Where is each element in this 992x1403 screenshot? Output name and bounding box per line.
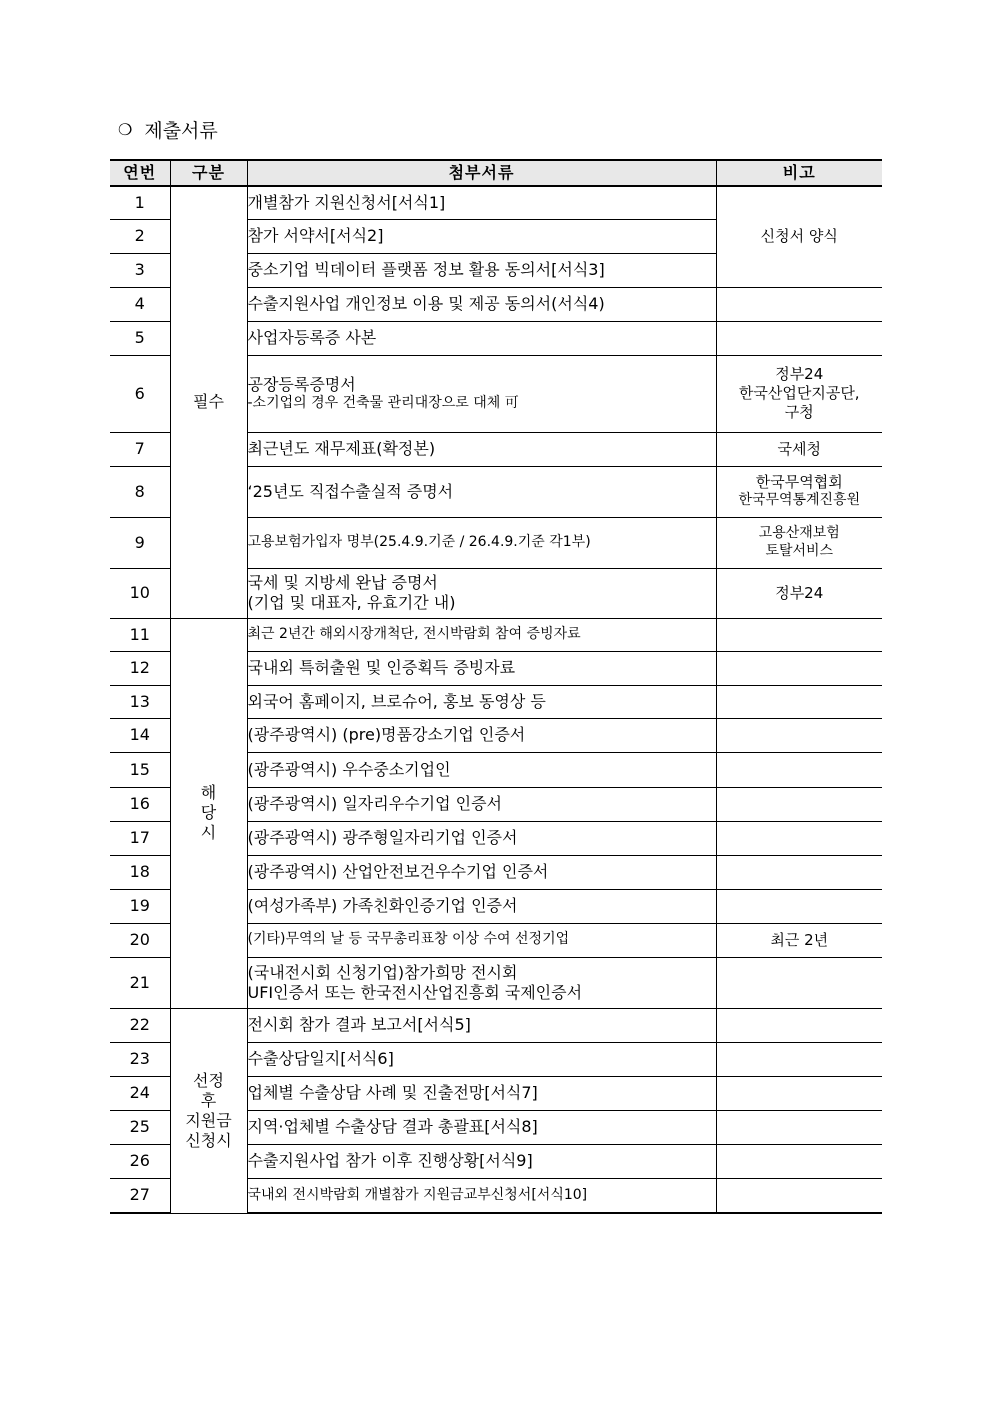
category-applicable: 해 당 시 (170, 618, 247, 1008)
document-name: 국내외 전시박람회 개별참가 지원금교부신청서[서식10] (247, 1178, 716, 1213)
note-empty (716, 889, 882, 923)
table-row (110, 618, 882, 651)
note-empty (716, 1008, 882, 1042)
row-number: 13 (110, 685, 170, 718)
documents-table (110, 159, 882, 1214)
row-number: 27 (110, 1178, 170, 1213)
document-name: 최근년도 재무제표(확정본) (247, 432, 716, 466)
category-required: 필수 (170, 186, 247, 618)
row-number: 10 (110, 568, 170, 618)
document-name: 수출지원사업 개인정보 이용 및 제공 동의서(서식4) (247, 287, 716, 321)
table-header-row (110, 160, 882, 186)
row-number: 21 (110, 957, 170, 1008)
row-number: 3 (110, 253, 170, 287)
document-name: 공장등록증명서 -소기업의 경우 건축물 관리대장으로 대체 可 (247, 355, 716, 432)
note-empty (716, 1144, 882, 1178)
note-kita: 한국무역협회 한국무역통계진흥원 (716, 466, 882, 517)
header-note: 비고 (716, 160, 882, 186)
row-number: 20 (110, 923, 170, 957)
row-number: 5 (110, 321, 170, 355)
row-number: 15 (110, 752, 170, 787)
document-name: ‘25년도 직접수출실적 증명서 (247, 466, 716, 517)
header-documents: 첨부서류 (247, 160, 716, 186)
note-empty (716, 855, 882, 889)
row-number: 18 (110, 855, 170, 889)
row-number: 7 (110, 432, 170, 466)
note-empty (716, 321, 882, 355)
row-number: 25 (110, 1110, 170, 1144)
row-number: 26 (110, 1144, 170, 1178)
note-empty (716, 618, 882, 651)
note-tax-office: 국세청 (716, 432, 882, 466)
table-row (110, 186, 882, 219)
note-empty (716, 957, 882, 1008)
note-empty (716, 718, 882, 752)
note-gov24: 정부24 (716, 568, 882, 618)
section-title: 제출서류 (144, 120, 218, 142)
row-number: 11 (110, 618, 170, 651)
row-number: 6 (110, 355, 170, 432)
document-name: (광주광역시) 우수중소기업인 (247, 752, 716, 787)
document-name: (국내전시회 신청기업)참가희망 전시회 UFI인증서 또는 한국전시산업진흥회 국제인증서 (247, 957, 716, 1008)
document-name: (광주광역시) 광주형일자리기업 인증서 (247, 821, 716, 855)
note-empty (716, 685, 882, 718)
document-name: 중소기업 빅데이터 플랫폼 정보 활용 동의서[서식3] (247, 253, 716, 287)
section-heading (118, 116, 218, 143)
table-row (110, 1008, 882, 1042)
document-name: 사업자등록증 사본 (247, 321, 716, 355)
document-name: (광주광역시) 일자리우수기업 인증서 (247, 787, 716, 821)
document-name: (광주광역시) (pre)명품강소기업 인증서 (247, 718, 716, 752)
document-name: 수출상담일지[서식6] (247, 1042, 716, 1076)
document-name: 지역·업체별 수출상담 결과 총괄표[서식8] (247, 1110, 716, 1144)
row-number: 23 (110, 1042, 170, 1076)
document-name: 업체별 수출상담 사례 및 진출전망[서식7] (247, 1076, 716, 1110)
document-name: 수출지원사업 참가 이후 진행상황[서식9] (247, 1144, 716, 1178)
row-number: 8 (110, 466, 170, 517)
note-insurance: 고용산재보험 토탈서비스 (716, 517, 882, 568)
row-number: 22 (110, 1008, 170, 1042)
note-gov24-factory: 정부24 한국산업단지공단, 구청 (716, 355, 882, 432)
row-number: 24 (110, 1076, 170, 1110)
row-number: 19 (110, 889, 170, 923)
row-number: 2 (110, 219, 170, 253)
note-empty (716, 821, 882, 855)
note-empty (716, 787, 882, 821)
document-name: (기타)무역의 날 등 국무총리표창 이상 수여 선정기업 (247, 923, 716, 957)
document-name: (광주광역시) 산업안전보건우수기업 인증서 (247, 855, 716, 889)
document-name: 개별참가 지원신청서[서식1] (247, 186, 716, 219)
note-empty (716, 651, 882, 685)
document-name: 국내외 특허출원 및 인증획득 증빙자료 (247, 651, 716, 685)
document-name: 고용보험가입자 명부(25.4.9.기준 / 26.4.9.기준 각1부) (247, 517, 716, 568)
row-number: 9 (110, 517, 170, 568)
document-name: (여성가족부) 가족친화인증기업 인증서 (247, 889, 716, 923)
document-name: 외국어 홈페이지, 브로슈어, 홍보 동영상 등 (247, 685, 716, 718)
row-number: 14 (110, 718, 170, 752)
note-empty (716, 1042, 882, 1076)
document-name: 참가 서약서[서식2] (247, 219, 716, 253)
note-empty (716, 752, 882, 787)
document-name: 최근 2년간 해외시장개척단, 전시박람회 참여 증빙자료 (247, 618, 716, 651)
row-number: 12 (110, 651, 170, 685)
category-after-selection: 선정 후 지원금 신청시 (170, 1008, 247, 1213)
note-empty (716, 287, 882, 321)
header-category: 구분 (170, 160, 247, 186)
row-number: 4 (110, 287, 170, 321)
note-form: 신청서 양식 (716, 186, 882, 287)
document-name: 전시회 참가 결과 보고서[서식5] (247, 1008, 716, 1042)
row-number: 16 (110, 787, 170, 821)
circle-bullet-icon: ❍ (118, 120, 133, 139)
row-number: 1 (110, 186, 170, 219)
document-name: 국세 및 지방세 완납 증명서 (기업 및 대표자, 유효기간 내) (247, 568, 716, 618)
note-empty (716, 1076, 882, 1110)
header-number: 연번 (110, 160, 170, 186)
note-empty (716, 1110, 882, 1144)
row-number: 17 (110, 821, 170, 855)
note-recent-2-years: 최근 2년 (716, 923, 882, 957)
note-empty (716, 1178, 882, 1213)
